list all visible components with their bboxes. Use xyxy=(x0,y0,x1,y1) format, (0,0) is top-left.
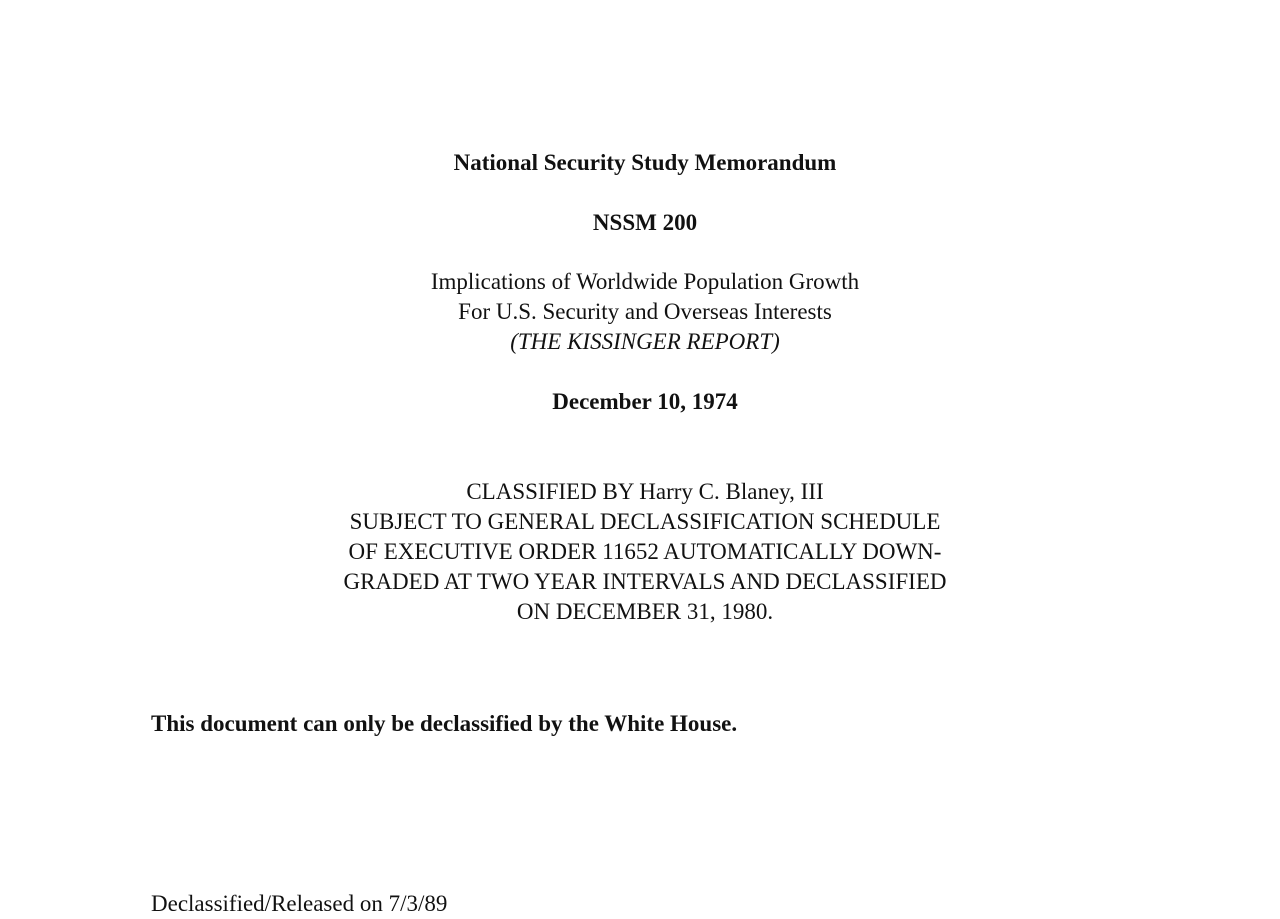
report-name: (THE KISSINGER REPORT) xyxy=(510,329,780,354)
declassification-note: This document can only be declassified by the White House. xyxy=(151,711,738,736)
classification-line-4: GRADED AT TWO YEAR INTERVALS AND DECLASSIFIED xyxy=(343,569,947,594)
classification-line-2: SUBJECT TO GENERAL DECLASSIFICATION SCHEDULE xyxy=(349,509,941,534)
date-section xyxy=(0,387,1280,417)
subject-line-2: For U.S. Security and Overseas Interests xyxy=(458,299,832,324)
subject-line-1: Implications of Worldwide Population Growth xyxy=(430,269,860,294)
classification-section xyxy=(0,477,1280,627)
classification-line-3: OF EXECUTIVE ORDER 11652 AUTOMATICALLY DOWN- xyxy=(348,539,942,564)
title-section xyxy=(0,148,1280,178)
document-title: National Security Study Memorandum xyxy=(453,150,837,175)
document-number: NSSM 200 xyxy=(592,210,698,235)
nssm-number-section xyxy=(0,208,1280,238)
classification-line-5: ON DECEMBER 31, 1980. xyxy=(516,599,774,624)
subject-section xyxy=(0,267,1280,357)
classification-line-1: CLASSIFIED BY Harry C. Blaney, III xyxy=(466,479,824,504)
document-date: December 10, 1974 xyxy=(552,389,738,414)
release-note: Declassified/Released on 7/3/89 xyxy=(151,891,448,916)
